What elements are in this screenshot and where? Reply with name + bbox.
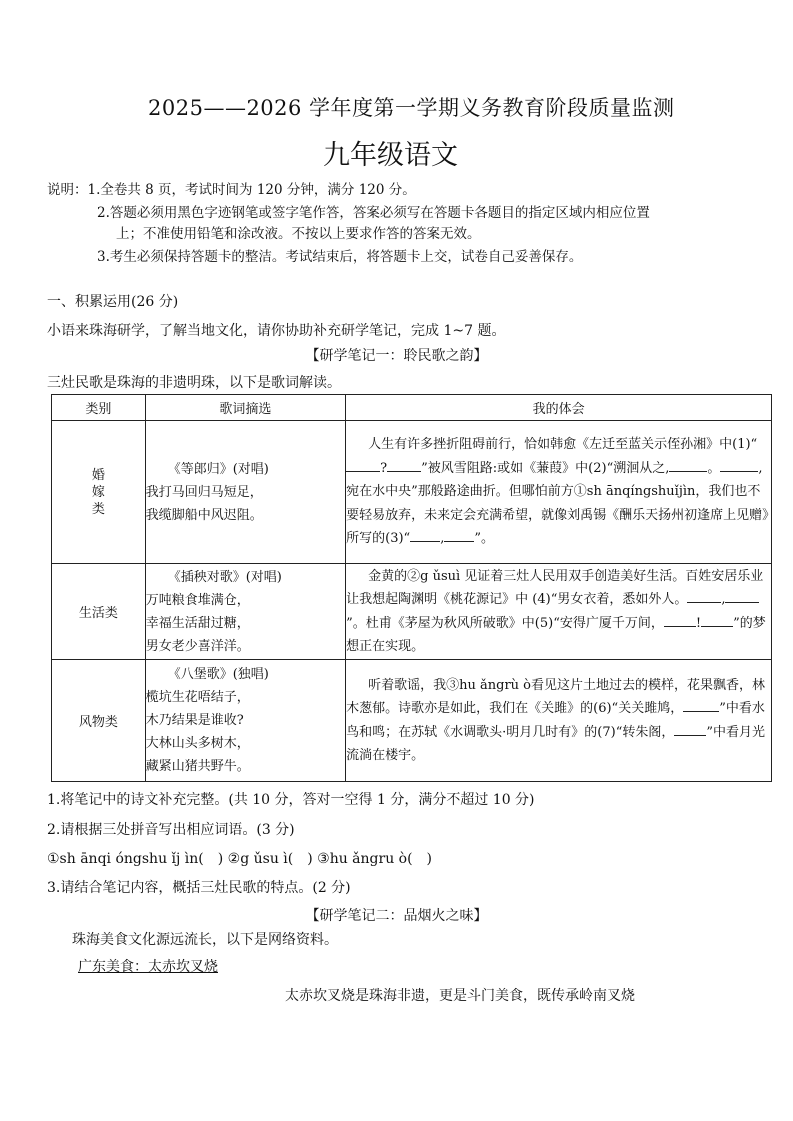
category-cell: 风物类 — [52, 660, 146, 782]
header-lyrics: 歌词摘选 — [145, 395, 345, 421]
answer-blank[interactable] — [687, 588, 721, 603]
lyric-line: 万吨粮食堆满仓， — [145, 592, 250, 608]
section-intro: 小语来珠海研学，了解当地文化，请你协助补充研学笔记，完成 1~7 题。 — [47, 323, 506, 339]
note2-intro: 珠海美食文化源远流长，以下是网络资料。 — [72, 932, 338, 948]
lyric-line: 《等郎归》(对唱) — [167, 461, 269, 477]
answer-blank[interactable] — [674, 721, 706, 736]
note2-text: 太赤坎叉烧是珠海非遗，更是斗门美食，既传承岭南叉烧 — [285, 988, 635, 1004]
instruction-3: 3.考生必须保持答题卡的整洁。考试结束后，将答题卡上交，试卷自己妥善保存。 — [97, 249, 583, 265]
lyric-line: 男女老少喜洋洋。 — [145, 638, 250, 654]
reflection-cell: 听着歌谣，我③hu ǎngrù ò看见这片土地过去的模样，花果飘香，林木葱郁。诗歌亦是如此，我们在《关雎》的(6)“关关雎鸠， ”中看水鸟和鸣；在苏轼《水调歌头·明月几时有》的(7)“转朱阁， ”中看月光流淌在楼宇。 — [346, 660, 772, 782]
question-2: 2.请根据三处拼音写出相应词语。(3 分) — [47, 822, 295, 838]
note2-link[interactable]: 广东美食：太赤坎叉烧 — [78, 959, 218, 975]
answer-blank[interactable] — [387, 457, 421, 472]
answer-blank[interactable] — [346, 457, 380, 472]
instruction-1: 说明：1.全卷共 8 页，考试时间为 120 分钟，满分 120 分。 — [47, 182, 416, 198]
answer-blank[interactable] — [701, 612, 733, 627]
question-1: 1.将笔记中的诗文补充完整。(共 10 分，答对一空得 1 分，满分不超过 10 分) — [47, 792, 535, 808]
note1-intro: 三灶民歌是珠海的非遗明珠，以下是歌词解读。 — [47, 375, 341, 391]
reflection-cell: 金黄的②g ǔsuì 见证着三灶人民用双手创造美好生活。百姓安居乐业让我想起陶渊明《桃花源记》中 (4)“男女衣着，悉如外人。 ,”。杜甫《茅屋为秋风所破歌》中(5)“安得广厦千万间， ! ”的梦想正在实现。 — [346, 564, 772, 660]
table-row — [52, 660, 772, 782]
section-heading: 一、积累运用(26 分) — [47, 294, 179, 310]
answer-blank[interactable] — [664, 612, 696, 627]
exam-subject: 九年级语文 — [323, 140, 458, 171]
lyric-line: 我打马回归马短足， — [145, 484, 263, 500]
question-3: 3.请结合笔记内容，概括三灶民歌的特点。(2 分) — [47, 880, 351, 896]
lyric-line: 藏紧山猪共野牛。 — [145, 759, 250, 774]
category-cell: 生活类 — [52, 564, 146, 660]
header-category: 类别 — [52, 395, 146, 421]
header-reflection: 我的体会 — [346, 395, 772, 421]
instruction-2a: 2.答题必须用黑色字迹钢笔或签字笔作答，答案必须写在答题卡各题目的指定区域内相应位置 — [97, 205, 650, 221]
lyric-line: 木乃结果是谁收? — [145, 713, 244, 728]
table-header-row — [52, 395, 772, 421]
answer-blank[interactable] — [410, 527, 440, 542]
answer-blank[interactable] — [683, 697, 719, 712]
instruction-2b: 上；不准使用铅笔和涂改液。不按以上要求作答的答案无效。 — [116, 226, 481, 242]
lyric-line: 大林山头多树木， — [145, 736, 250, 751]
folk-song-table — [51, 394, 772, 782]
note1-title: 【研学笔记一：聆民歌之韵】 — [305, 348, 488, 364]
lyric-line: 我缆脚船中风迟阻。 — [145, 507, 263, 523]
lyric-line: 幸福生活甜过糖， — [145, 615, 250, 631]
table-row — [52, 421, 772, 564]
note2-title: 【研学笔记二：品烟火之味】 — [305, 908, 488, 924]
answer-blank[interactable] — [669, 457, 707, 472]
question-2-pinyin: ①sh ānqi óngshu ǐj ìn( ) ②g ǔsu ì( ) ③hu ǎngru ò( ) — [47, 851, 433, 867]
reflection-cell: 人生有许多挫折阻碍前行，恰如韩愈《左迁至蓝关示侄孙湘》中(1)“? ”被风雪阻路:或如《蒹葭》中(2)“溯洄从之, 。 ,宛在水中央”那般路途曲折。但哪怕前方①sh ānqíngshuǐjìn，我们也不要轻易放弃，未来定会充满希望，就像刘禹锡《酬乐天扬州初逢席上见赠》所写的(3)“ , ”。 — [346, 421, 772, 564]
table-row — [52, 564, 772, 660]
lyric-line: 《八堡歌》(独唱) — [167, 667, 269, 682]
lyric-line: 《插秧对歌》(对唱) — [167, 569, 282, 585]
exam-title: 2025——2026 学年度第一学期义务教育阶段质量监测 — [148, 96, 675, 120]
lyric-line: 榄坑生花唔结子， — [145, 690, 250, 705]
answer-blank[interactable] — [725, 588, 759, 603]
answer-blank[interactable] — [444, 527, 474, 542]
category-cell: 婚嫁类 — [91, 467, 105, 517]
answer-blank[interactable] — [720, 457, 758, 472]
